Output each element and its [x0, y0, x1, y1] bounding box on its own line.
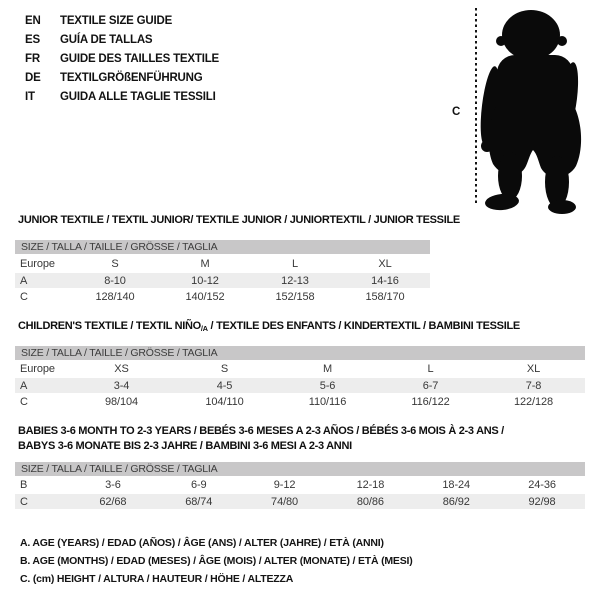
table-row-age — [15, 273, 430, 288]
table-cell: 10-12 — [191, 274, 219, 287]
table-cell: 6-9 — [190, 479, 207, 491]
table-cell: 9-12 — [273, 479, 296, 491]
table-cell: M — [200, 257, 210, 270]
language-label: GUIDA ALLE TAGLIE TESSILI — [60, 91, 216, 103]
title-line: BABYS 3-6 MONATE BIS 2-3 JAHRE / BAMBINI 3-6 MESI A 2-3 ANNI — [18, 440, 352, 452]
row-label: A — [20, 274, 28, 287]
section-title-babies — [18, 424, 504, 454]
language-label: GUIDE DES TAILLES TEXTILE — [60, 53, 219, 65]
table-row-age-months — [15, 476, 585, 494]
table-cell: 7-8 — [525, 379, 542, 392]
language-label: GUÍA DE TALLAS — [60, 34, 153, 46]
table-cell: 110/116 — [308, 395, 347, 408]
table-cell: 80/86 — [356, 495, 384, 508]
footnote-age-months: B. AGE (MONTHS) / EDAD (MESES) / ÂGE (MOIS) / ALTER (MONATE) / ETÀ (MESI) — [20, 555, 413, 567]
table-cell: S — [111, 257, 119, 270]
table-row-europe — [15, 254, 430, 273]
size-header-bar: SIZE / TALLA / TAILLE / GRÖSSE / TAGLIA — [15, 240, 430, 254]
table-row-height — [15, 393, 585, 410]
table-cell: L — [291, 257, 299, 270]
row-label: Europe — [20, 257, 55, 270]
table-cell: M — [322, 363, 333, 375]
row-label: Europe — [20, 363, 55, 375]
title-part: / TEXTILE DES ENFANTS / KINDERTEXTIL / BAMBINI TESSILE — [207, 320, 520, 332]
title-subscript: /A — [200, 324, 208, 333]
table-cell: 122/128 — [513, 395, 554, 408]
footnote-age-years: A. AGE (YEARS) / EDAD (AÑOS) / ÂGE (ANS) / ALTER (JAHRE) / ETÀ (ANNI) — [20, 537, 384, 549]
language-code: DE — [25, 72, 41, 84]
table-cell: 3-6 — [105, 479, 121, 491]
size-header-bar: SIZE / TALLA / TAILLE / GRÖSSE / TAGLIA — [15, 346, 585, 360]
table-cell: 3-4 — [113, 379, 130, 392]
table-cell: L — [427, 363, 434, 375]
toddler-silhouette-icon — [480, 6, 592, 214]
table-row-height — [15, 288, 430, 305]
language-code: EN — [25, 15, 41, 27]
table-cell: 5-6 — [319, 379, 336, 392]
table-cell: 158/170 — [365, 290, 405, 303]
table-cell: 140/152 — [185, 290, 225, 303]
table-cell: 68/74 — [185, 495, 213, 508]
table-cell: 92/98 — [528, 495, 556, 508]
table-cell: S — [220, 363, 229, 375]
table-cell: 62/68 — [99, 495, 127, 508]
junior-size-table — [15, 240, 430, 305]
table-cell: XL — [378, 257, 392, 270]
language-row-de — [25, 69, 219, 88]
table-cell: 152/158 — [275, 290, 315, 303]
table-cell: 8-10 — [104, 274, 126, 287]
language-label: TEXTILGRÖßENFÜHRUNG — [60, 72, 203, 84]
babies-size-table — [15, 462, 585, 509]
row-label: C — [20, 495, 28, 508]
language-code: ES — [25, 34, 40, 46]
table-row-age — [15, 378, 585, 393]
language-label: TEXTILE SIZE GUIDE — [60, 15, 173, 27]
footnotes — [20, 534, 413, 588]
table-cell: 104/110 — [205, 395, 244, 408]
table-row-height — [15, 494, 585, 509]
table-cell: 4-5 — [216, 379, 233, 392]
children-size-table — [15, 346, 585, 410]
language-row-fr — [25, 50, 219, 69]
table-cell: 12-13 — [281, 274, 309, 287]
table-cell: 128/140 — [95, 290, 135, 303]
table-cell: 86/92 — [442, 495, 470, 508]
section-title-children — [18, 319, 520, 336]
size-header-bar: SIZE / TALLA / TAILLE / GRÖSSE / TAGLIA — [15, 462, 585, 476]
table-cell: 116/122 — [411, 395, 450, 408]
table-cell: 14-16 — [371, 274, 399, 287]
table-cell: 98/104 — [104, 395, 139, 408]
row-label: C — [20, 290, 28, 303]
height-measure-line — [475, 8, 477, 206]
language-legend — [25, 12, 219, 107]
footnote-height: C. (cm) HEIGHT / ALTURA / HAUTEUR / HÖHE / ALTEZZA — [20, 573, 294, 585]
table-cell: XL — [526, 363, 541, 375]
table-cell: 74/80 — [271, 495, 299, 508]
language-row-es — [25, 31, 219, 50]
table-cell: 24-36 — [528, 479, 556, 491]
table-cell: XS — [114, 363, 129, 375]
title-part: CHILDREN'S TEXTILE / TEXTIL NIÑO — [18, 320, 201, 332]
row-label: A — [20, 379, 28, 392]
title-line: BABIES 3-6 MONTH TO 2-3 YEARS / BEBÉS 3-6 MESES A 2-3 AÑOS / BÉBÉS 3-6 MOIS À 2-3 ANS / — [18, 425, 504, 437]
language-code: FR — [25, 53, 40, 65]
language-code: IT — [25, 91, 35, 103]
language-row-it — [25, 88, 219, 107]
language-row-en — [25, 12, 219, 31]
row-label: B — [20, 479, 28, 491]
table-cell: 12-18 — [356, 479, 385, 491]
table-row-europe — [15, 360, 585, 378]
table-cell: 6-7 — [422, 379, 439, 392]
section-title-junior: JUNIOR TEXTILE / TEXTIL JUNIOR/ TEXTILE JUNIOR / JUNIORTEXTIL / JUNIOR TESSILE — [18, 214, 460, 226]
row-label: C — [20, 395, 28, 408]
table-cell: 18-24 — [442, 479, 471, 491]
height-measure-label: C — [452, 106, 461, 118]
